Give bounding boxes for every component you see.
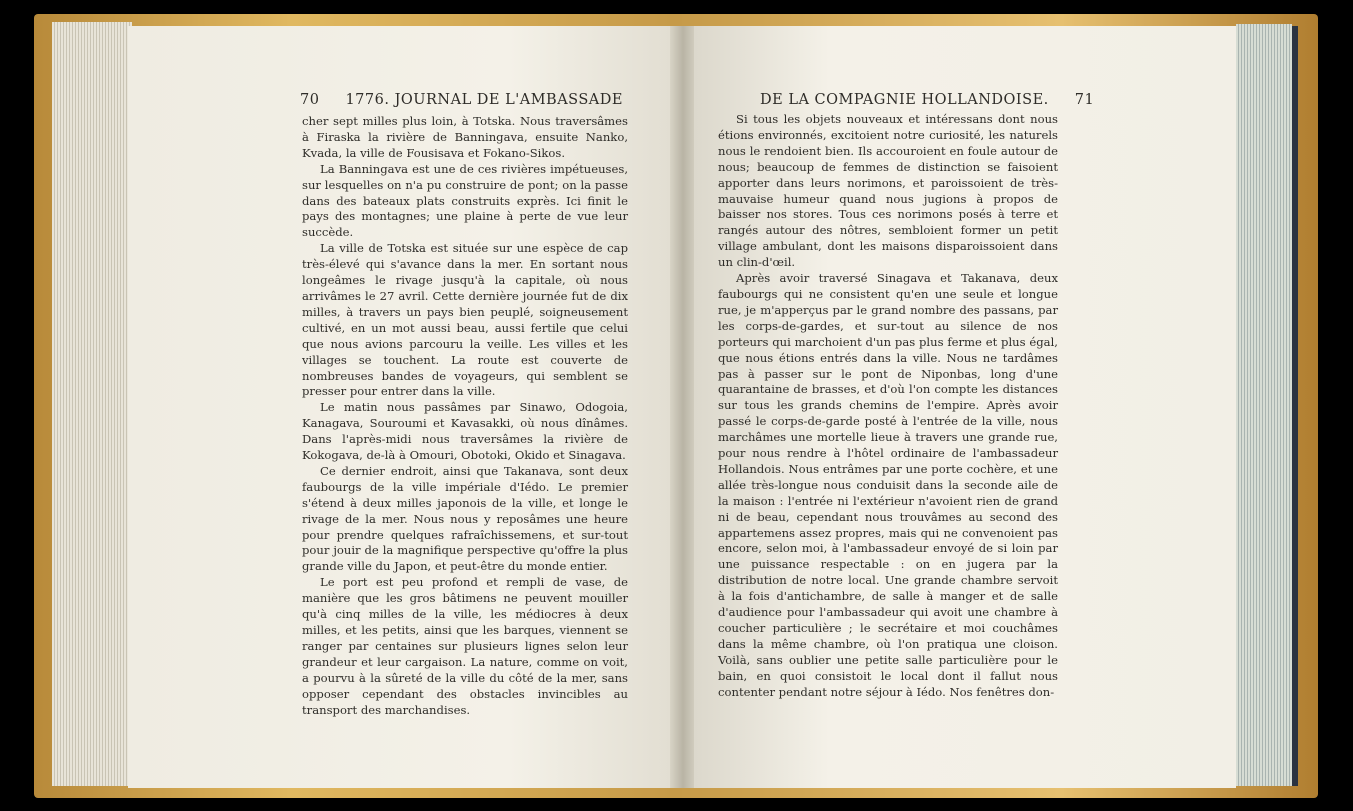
right-running-head — [760, 92, 1164, 108]
page-edges-left — [52, 22, 132, 786]
paragraph: Le matin nous passâmes par Sinawo, Odogoia, Kanagava, Souroumi et Kavasakki, où nous dînâmes. Dans l'après-midi nous traversâmes la rivière de Kokogava, de-là à Omouri, Obotoki, Okido et Sinagava. — [302, 400, 628, 463]
paragraph: La ville de Totska est située sur une espèce de cap très-élevé qui s'avance dans la mer. En sortant nous longeâmes le rivage jusqu'à la capitale, où nous arrivâmes le 27 avril. Cette dernière journée fut de dix milles, à travers un pays bien peuplé, soigneusement cultivé, en un mot aussi beau, aussi fertile que celui que nous avions parcouru la veille. Les villes et les villages se touchent. La route est couverte de nombreuses bandes de voyageurs, qui semblent se presser pour entrer dans la ville. — [302, 241, 628, 399]
left-running-title: 1776. JOURNAL DE L'AMBASSADE — [345, 92, 623, 108]
paragraph: La Banningava est une de ces rivières impétueuses, sur lesquelles on n'a pu construire de pont; on la passe dans des bateaux plats construits exprès. Ici finit le pays des montagnes; une plaine à perte de vue leur succède. — [302, 161, 628, 240]
left-page-number: 70 — [300, 92, 320, 108]
paragraph: Ce dernier endroit, ainsi que Takanava, sont deux faubourgs de la ville impériale d'Iédo. Le premier s'étend à deux milles japonois de la ville, et longe le rivage de la mer. Nous nous y reposâmes une heure pour prendre quelques rafraîchissemens, et sur-tout pour jouir de la magnifique perspective qu'offre la plus grande ville du Japon, et peut-être du monde entier. — [302, 463, 628, 574]
paragraph: Le port est peu profond et rempli de vase, de manière que les gros bâtimens ne peuvent mouiller qu'à cinq milles de la ville, les médiocres à deux milles, et les petits, ainsi que les barques, viennent se ranger par centaines sur plusieurs lignes selon leur grandeur et leur cargaison. La nature, comme on voit, a pourvu à la sûreté de la ville du côté de la mer, sans opposer cependant des obstacles invincibles au transport des marchandises. — [302, 575, 628, 717]
right-page — [694, 26, 1236, 788]
right-page-text — [718, 112, 1058, 701]
right-page-number: 71 — [1074, 92, 1095, 108]
paragraph: Si tous les objets nouveaux et intéressans dont nous étions environnés, excitoient notre curiosité, les naturels nous le rendoient bien. Ils accouroient en foule autour de nous; beaucoup de femmes de distinction se faisoient apporter dans leurs norimons, et paroissoient de très-mauvaise humeur quand nous jugions à propos de baisser nos stores. Tous ces norimons posés à terre et rangés autour des nôtres, sembloient former un petit village ambulant, dont les maisons disparoissoient dans un clin-d'œil. — [718, 112, 1058, 270]
page-edges-right — [1236, 24, 1292, 786]
left-page-text — [302, 114, 628, 718]
right-running-title: DE LA COMPAGNIE HOLLANDOISE. — [760, 92, 1049, 108]
left-page — [128, 26, 672, 788]
book-gutter — [670, 26, 696, 788]
left-running-head — [300, 92, 623, 108]
paragraph: Après avoir traversé Sinagava et Takanava, deux faubourgs qui ne consistent qu'en une seule et longue rue, je m'apperçus par le grand nombre des passans, par les corps-de-gardes, et sur-tout au silence de nos porteurs qui marchoient d'un pas plus ferme et plus égal, que nous étions entrés dans la ville. Nous ne tardâmes pas à passer sur le pont de Niponbas, long d'une quarantaine de brasses, et d'où l'on compte les distances sur tous les grands chemins de l'empire. Après avoir passé le corps-de-garde posté à l'entrée de la ville, nous marchâmes une mortelle lieue à travers une grande rue, pour nous rendre à l'hôtel ordinaire de l'ambassadeur Hollandois. Nous entrâmes par une porte cochère, et une allée très-longue nous conduisit dans la seconde aile de la maison : l'entrée ni l'extérieur n'avoient rien de grand ni de beau, cependant nous trouvâmes au second des appartemens assez propres, mais qui ne convenoient pas encore, selon moi, à l'ambassadeur envoyé de si loin par une puissance respectable : on en jugera par la distribution de notre local. Une grande chambre servoit à la fois d'antichambre, de salle à manger et de salle d'audience pour l'ambassadeur qui avoit une chambre à coucher particulière ; le secrétaire et moi couchâmes dans la même chambre, où l'on pratiqua une cloison. Voilà, sans oublier une petite salle particulière pour le bain, en quoi consistoit le local dont il fallut nous contenter pendant notre séjour à Iédo. Nos fenêtres don- — [718, 271, 1058, 699]
paragraph: cher sept milles plus loin, à Totska. Nous traversâmes à Firaska la rivière de Banningava, ensuite Nanko, Kvada, la ville de Fousisava et Fokano-Sikos. — [302, 114, 628, 160]
